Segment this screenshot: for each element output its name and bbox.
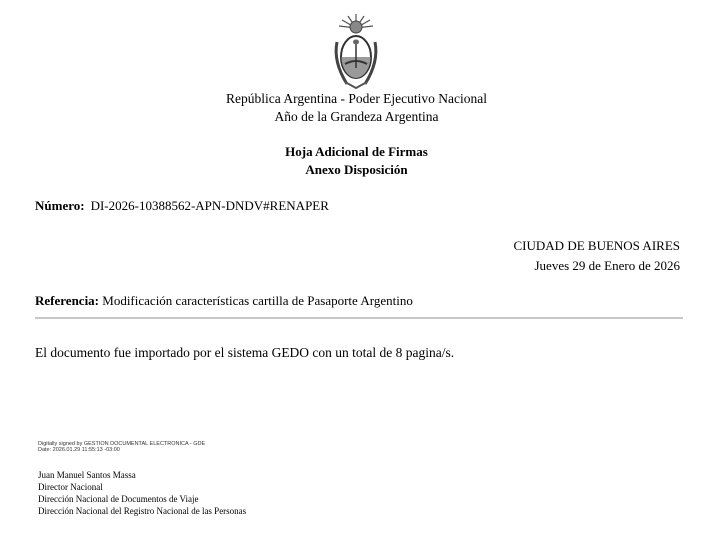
document-title: Hoja Adicional de Firmas — [285, 144, 428, 159]
document-number-label: Número: — [35, 198, 85, 213]
signer-role: Director Nacional — [38, 482, 103, 492]
divider — [35, 317, 683, 319]
document-number-value: DI-2026-10388562-APN-DNDV#RENAPER — [90, 198, 329, 213]
date: Jueves 29 de Enero de 2026 — [534, 258, 680, 273]
body-text: El documento fue importado por el sistema GEDO con un total de 8 pagina/s. — [35, 345, 455, 360]
document-number — [35, 198, 329, 214]
header-year-motto: Año de la Grandeza Argentina — [274, 109, 439, 124]
national-coat-of-arms-icon — [331, 12, 381, 90]
reference-value: Modificación características cartilla de Pasaporte Argentino — [102, 293, 413, 308]
signer-block — [38, 469, 246, 517]
header-government: República Argentina - Poder Ejecutivo Nacional — [225, 91, 488, 106]
digital-signature-date: Date: 2026.01.29 11:55:13 -03:00 — [38, 447, 120, 453]
document-subtitle: Anexo Disposición — [305, 162, 408, 177]
place: CIUDAD DE BUENOS AIRES — [513, 238, 680, 253]
signer-office-2: Dirección Nacional del Registro Nacional de las Personas — [38, 506, 247, 516]
signer-office-1: Dirección Nacional de Documentos de Viaje — [38, 494, 199, 504]
reference-label: Referencia: — [35, 293, 100, 308]
signer-name: Juan Manuel Santos Massa — [38, 470, 136, 480]
digital-signature-line: Digitally signed by GESTION DOCUMENTAL ELECTRONICA - GDE — [38, 441, 206, 447]
reference — [35, 293, 413, 309]
